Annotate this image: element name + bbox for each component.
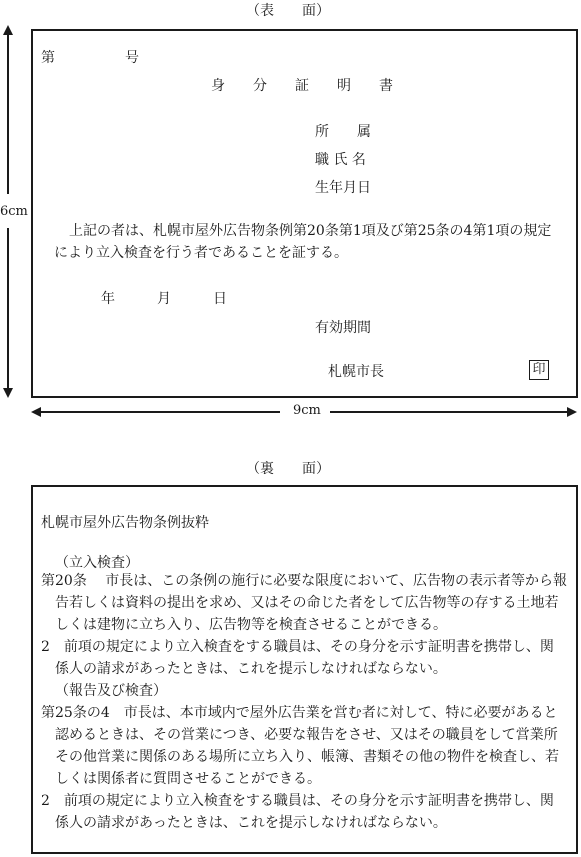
certification-line-2: により立入検査を行う者であることを証する。 — [54, 245, 348, 261]
id-card-back — [31, 485, 578, 854]
article-20-line-3: しくは建物に立ち入り、広告物等を検査させることができる。 — [55, 617, 447, 633]
article-20-line-2: 告若しくは資料の提出を求め、又はその命じた者をして広告物等の存する土地若 — [55, 595, 559, 611]
width-label: 9cm — [293, 403, 321, 418]
excerpt-title: 札幌市屋外広告物条例抜粋 — [41, 515, 209, 531]
number-label: 第 号 — [41, 50, 139, 66]
id-card-front — [31, 29, 578, 398]
birthdate-label: 生年月日 — [315, 180, 371, 196]
affiliation-label: 所 属 — [315, 124, 371, 140]
card-title: 身 分 証 明 書 — [211, 78, 393, 94]
article-20-paragraph-2-line-2: 係人の請求があったときは、これを提示しなければならない。 — [55, 661, 447, 677]
dimension-line — [40, 411, 280, 413]
dimension-line — [330, 411, 568, 413]
validity-label: 有効期間 — [315, 320, 371, 336]
article-25-line-3: その他営業に関係のある場所に立ち入り、帳簿、書類その他の物件を検査し、若 — [55, 749, 559, 765]
issuer-label: 札幌市長 — [328, 364, 384, 380]
position-name-label: 職 氏 名 — [315, 152, 366, 168]
height-label: 6cm — [0, 204, 28, 219]
dimension-line — [7, 228, 9, 389]
arrow-down-icon — [3, 388, 13, 398]
seal-stamp: 印 — [529, 360, 549, 380]
article-25-line-4: しくは関係者に質問させることができる。 — [55, 771, 321, 787]
article-25-line-1: 第25条の4 市長は、本市域内で屋外広告業を営む者に対して、特に必要があると — [41, 705, 558, 721]
issue-date: 年 月 日 — [101, 291, 227, 307]
arrow-right-icon — [567, 407, 577, 417]
article-20-line-1: 第20条 市長は、この条例の施行に必要な限度において、広告物の表示者等から報 — [41, 573, 567, 589]
article-25-line-2: 認めるときは、その営業につき、必要な報告をさせ、又はその職員をして営業所 — [55, 727, 558, 743]
front-heading: （表 面） — [246, 3, 330, 19]
article-20-paragraph-2-line-1: 2 前項の規定により立入検査をする職員は、その身分を示す証明書を携帯し、関 — [41, 639, 554, 655]
article-25-paragraph-2-line-1: 2 前項の規定により立入検査をする職員は、その身分を示す証明書を携帯し、関 — [41, 793, 554, 809]
article-25-paragraph-2-line-2: 係人の請求があったときは、これを提示しなければならない。 — [55, 815, 447, 831]
certification-line-1: 上記の者は、札幌市屋外広告物条例第20条第1項及び第25条の4第1項の規定 — [69, 223, 552, 239]
dimension-line — [7, 34, 9, 194]
section-caption-report: （報告及び検査） — [55, 683, 167, 699]
back-heading: （裏 面） — [246, 461, 330, 477]
section-caption-inspection: （立入検査） — [55, 555, 139, 571]
